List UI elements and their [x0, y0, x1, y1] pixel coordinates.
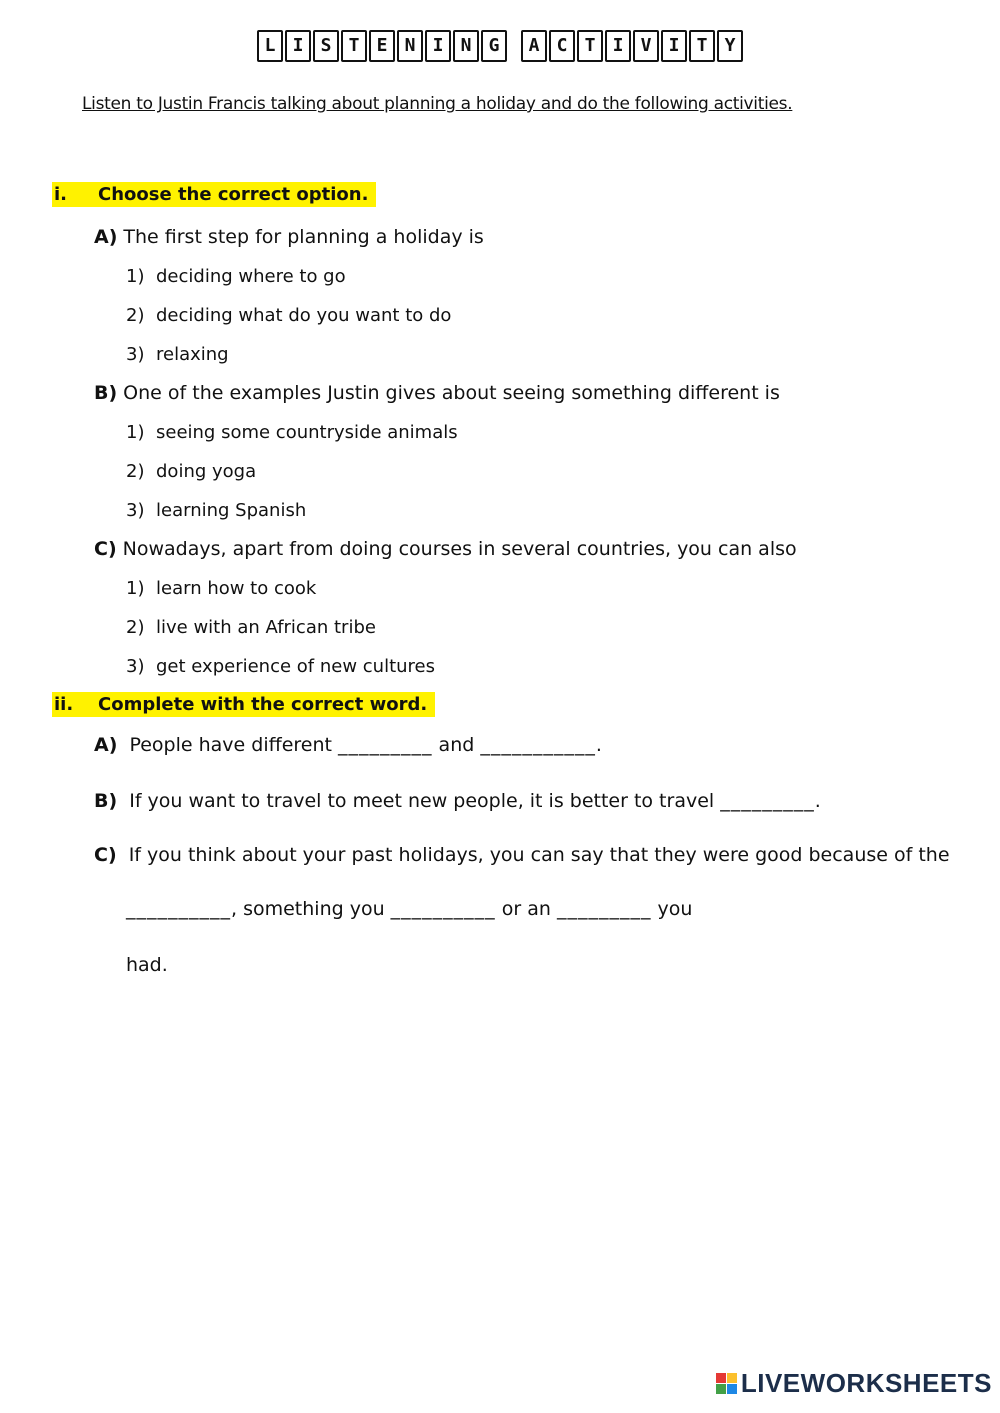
question-letter: B) [94, 790, 118, 812]
title-letter: T [689, 30, 715, 62]
liveworksheets-logo-icon [716, 1373, 737, 1394]
title-letter: T [577, 30, 603, 62]
question-letter: C) [94, 538, 117, 560]
title-letter: I [661, 30, 687, 62]
question-letter: A) [94, 734, 118, 756]
option-a1[interactable] [126, 266, 346, 287]
option-text: live with an African tribe [156, 617, 376, 638]
title-letter: N [453, 30, 479, 62]
question-text: Nowadays, apart from doing courses in several countries, you can also [122, 538, 797, 560]
title-letter: N [397, 30, 423, 62]
title-word-2 [521, 30, 743, 62]
option-text: deciding where to go [156, 266, 346, 287]
option-number: 2) [126, 461, 145, 482]
fill-question-b [94, 790, 821, 812]
question-b [94, 382, 780, 404]
option-a3[interactable] [126, 344, 229, 365]
logo-square [716, 1384, 726, 1394]
option-text: doing yoga [156, 461, 257, 482]
title-letter: C [549, 30, 575, 62]
option-c1[interactable] [126, 578, 316, 599]
answer-blank[interactable]: _________ [338, 734, 433, 756]
question-text: . [595, 734, 602, 756]
question-letter: C) [94, 844, 117, 866]
question-text: If you think about your past holidays, you can say that they were good because of the [128, 844, 950, 866]
option-number: 1) [126, 422, 145, 443]
answer-blank[interactable]: __________ [126, 898, 231, 920]
fill-question-c [94, 844, 950, 866]
question-text: The first step for planning a holiday is [123, 226, 484, 248]
question-text: you [657, 898, 693, 920]
option-number: 3) [126, 500, 145, 521]
title-letter: T [341, 30, 367, 62]
title-letter: I [425, 30, 451, 62]
section-heading [52, 692, 435, 717]
question-c [94, 538, 797, 560]
question-letter: A) [94, 226, 118, 248]
option-number: 3) [126, 656, 145, 677]
option-text: deciding what do you want to do [156, 305, 452, 326]
option-b2[interactable] [126, 461, 256, 482]
option-c2[interactable] [126, 617, 376, 638]
question-text: and [438, 734, 475, 756]
question-text: If you want to travel to meet new people, it is better to travel [129, 790, 715, 812]
logo-square [716, 1373, 726, 1383]
option-a2[interactable] [126, 305, 451, 326]
section-heading-text: Complete with the correct word. [98, 694, 428, 715]
answer-blank[interactable]: ___________ [480, 734, 596, 756]
question-text: had. [126, 954, 168, 976]
question-a [94, 226, 484, 248]
liveworksheets-brand[interactable] [716, 1368, 992, 1399]
answer-blank[interactable]: _________ [556, 898, 652, 920]
title-letter: L [257, 30, 283, 62]
option-b3[interactable] [126, 500, 306, 521]
brand-text: LIVEWORKSHEETS [740, 1368, 992, 1398]
question-text: . [814, 790, 821, 812]
answer-blank[interactable]: __________ [390, 898, 496, 920]
option-number: 2) [126, 617, 145, 638]
option-text: seeing some countryside animals [156, 422, 458, 443]
title-letter: I [285, 30, 311, 62]
option-number: 1) [126, 266, 145, 287]
option-number: 2) [126, 305, 145, 326]
option-c3[interactable] [126, 656, 435, 677]
title-letter: I [605, 30, 631, 62]
title-word-1 [257, 30, 507, 62]
logo-square [727, 1373, 737, 1383]
option-number: 1) [126, 578, 145, 599]
instructions: Listen to Justin Francis talking about planning a holiday and do the following activities. [82, 94, 793, 114]
question-text: One of the examples Justin gives about seeing something different is [123, 382, 780, 404]
section-number: i. [54, 184, 68, 205]
section-complete-word [52, 692, 972, 992]
option-b1[interactable] [126, 422, 458, 443]
option-text: relaxing [156, 344, 229, 365]
question-text: People have different [129, 734, 332, 756]
fill-question-c-line3 [126, 954, 168, 976]
title-letter: A [521, 30, 547, 62]
answer-blank[interactable]: _________ [720, 790, 815, 812]
option-text: learn how to cook [156, 578, 317, 599]
title-letter: Y [717, 30, 743, 62]
title-letter: S [313, 30, 339, 62]
section-heading-text: Choose the correct option. [98, 184, 369, 205]
page-title [0, 30, 1000, 62]
title-letter: V [633, 30, 659, 62]
title-letter: G [481, 30, 507, 62]
question-letter: B) [94, 382, 118, 404]
option-text: get experience of new cultures [156, 656, 435, 677]
section-number: ii. [54, 694, 74, 715]
option-text: learning Spanish [156, 500, 307, 521]
question-text: , something you [231, 898, 385, 920]
fill-question-c-line2 [126, 898, 692, 920]
question-text: or an [501, 898, 551, 920]
fill-question-a [94, 734, 602, 756]
title-letter: E [369, 30, 395, 62]
logo-square [727, 1384, 737, 1394]
option-number: 3) [126, 344, 145, 365]
section-1-questions [52, 182, 972, 692]
